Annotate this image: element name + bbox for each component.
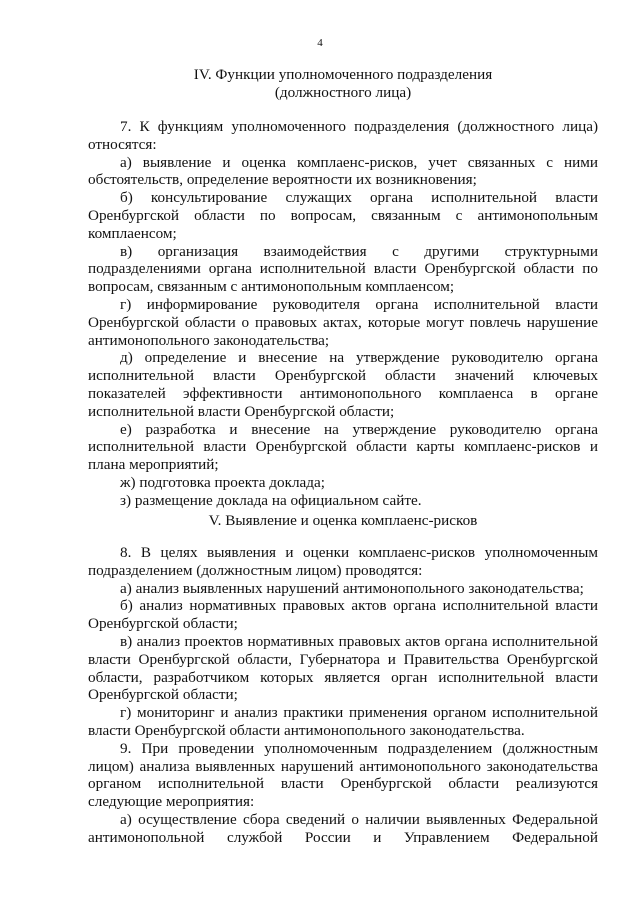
section-iv-title-line1: IV. Функции уполномоченного подразделения xyxy=(193,66,493,83)
item-8b: б) анализ нормативных правовых актов органа исполнительной власти Оренбургской области; xyxy=(88,597,598,633)
item-7z: з) размещение доклада на официальном сайте. xyxy=(120,491,422,509)
item-8v: в) анализ проектов нормативных правовых актов органа исполнительной власти Оренбургской области, Губернатора и Правительства Оренбургской области, разработчиком которых является орган исполнительной власти Оренбургской области; xyxy=(88,632,598,704)
item-7b: б) консультирование служащих органа исполнительной власти Оренбургской области по вопросам, связанным с антимонопольным комплаенсом; xyxy=(88,189,598,242)
section-iv-heading xyxy=(88,66,598,102)
item-9a: а) осуществление сбора сведений о наличии выявленных Федеральной антимонопольной службой России и Управлением Федеральной xyxy=(88,810,598,846)
section-iv-title-line2: (должностного лица) xyxy=(274,84,412,101)
item-7d: д) определение и внесение на утверждение руководителю органа исполнительной власти Оренбургской области значений ключевых показателей эффективности антимонопольного комплаенса в органе исполнительной власти Оренбургской области; xyxy=(88,349,598,420)
page-number: 4 xyxy=(317,37,323,49)
paragraph-8: 8. В целях выявления и оценки комплаенс-рисков уполномоченным подразделением (должностным лицом) проводятся: xyxy=(88,544,598,579)
item-8a: а) анализ выявленных нарушений антимонопольного законодательства; xyxy=(120,579,584,597)
item-7e: е) разработка и внесение на утверждение руководителю органа исполнительной власти Оренбургской области карты комплаенс-рисков и плана мероприятий; xyxy=(88,420,598,474)
section-iv-body xyxy=(88,118,598,510)
item-7g: г) информирование руководителя органа исполнительной власти Оренбургской области о правовых актах, которые могут повлечь нарушение антимонопольного законодательства; xyxy=(88,295,598,349)
paragraph-7: 7. К функциям уполномоченного подразделения (должностного лица) относятся: xyxy=(88,118,598,153)
section-v-heading: V. Выявление и оценка комплаенс-рисков xyxy=(208,512,478,529)
item-7a: а) выявление и оценка комплаенс-рисков, учет связанных с ними обстоятельств, определение вероятности их возникновения; xyxy=(88,153,598,189)
item-7zh: ж) подготовка проекта доклада; xyxy=(120,473,325,491)
section-v-body xyxy=(88,544,598,847)
item-7v: в) организация взаимодействия с другими структурными подразделениями органа исполнительной власти Оренбургской области по вопросам, связанным с антимонопольным комплаенсом; xyxy=(88,242,598,296)
paragraph-9: 9. При проведении уполномоченным подразделением (должностным лицом) анализа выявленных нарушений антимонопольного законодательства органом исполнительной власти Оренбургской области реализуются следующие мероприятия: xyxy=(88,739,598,811)
item-8g: г) мониторинг и анализ практики применения органом исполнительной власти Оренбургской области антимонопольного законодательства. xyxy=(88,704,598,739)
